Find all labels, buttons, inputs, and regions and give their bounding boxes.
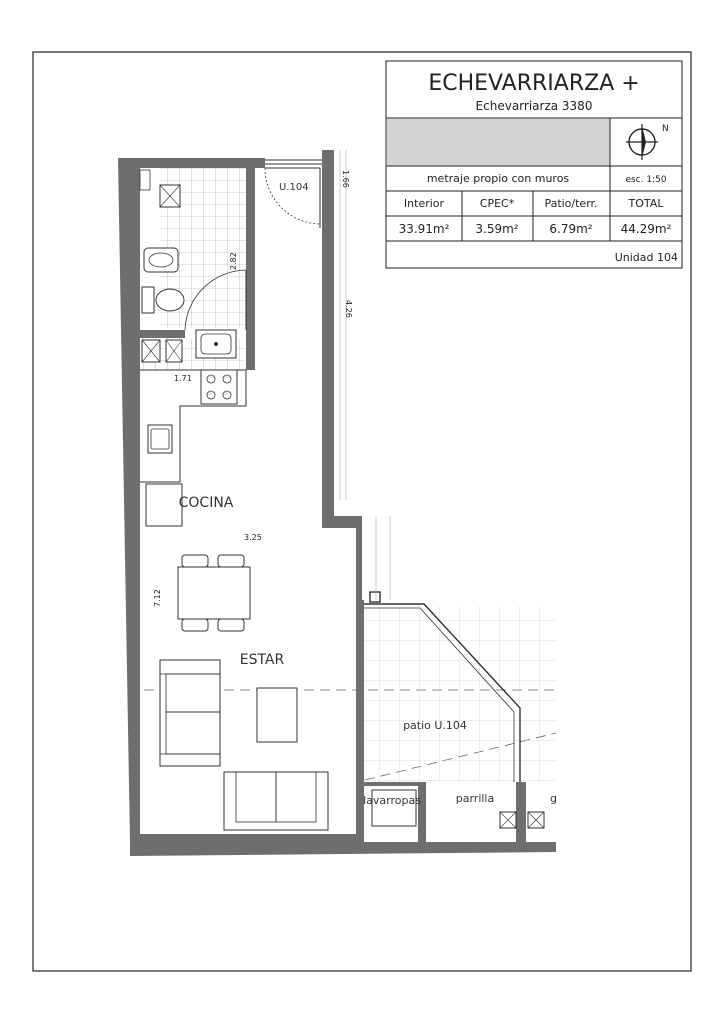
title-block [386, 61, 682, 268]
sink-icon [196, 330, 236, 358]
fridge-icon [146, 484, 182, 526]
dim-1: 1.66 [341, 170, 350, 188]
right-wall [322, 150, 362, 606]
room-label-cocina: COCINA [178, 495, 234, 511]
patio-floor [364, 606, 556, 782]
dining-table [178, 567, 250, 619]
room-label-lavarropas: lavarropas [363, 794, 421, 807]
cooktop-icon [201, 370, 237, 404]
value-cpec: 3.59m² [475, 222, 519, 236]
room-label-patio: patio U.104 [403, 719, 467, 732]
room-label-estar: ESTAR [239, 652, 285, 668]
cut-letter: g [550, 792, 557, 805]
header-interior: Interior [403, 197, 445, 210]
bidet-icon [144, 248, 178, 272]
header-total: TOTAL [628, 197, 664, 210]
bath-right-wall [246, 158, 255, 370]
coffee-table [257, 688, 297, 742]
value-interior: 33.91m² [398, 222, 450, 236]
header-patio: Patio/terr. [544, 197, 598, 210]
project-title: ECHEVARRIARZA + [428, 71, 640, 96]
sofa-left-icon [160, 660, 220, 766]
dim-4: 1.71 [174, 374, 192, 383]
sofa-bottom-icon [224, 772, 328, 830]
dim-3: 4.26 [344, 300, 353, 318]
top-wall [130, 158, 265, 168]
value-total: 44.29m² [620, 222, 672, 236]
room-label-parrilla: parrilla [455, 792, 495, 805]
door-tag: U.104 [279, 182, 309, 193]
scale-label: esc. 1:50 [625, 175, 667, 185]
header-cpec: CPEC* [479, 197, 515, 210]
dim-6: 7.12 [153, 589, 162, 607]
unit-label: Unidad 104 [614, 251, 678, 264]
shower-icon [160, 185, 180, 207]
bottom-wall [130, 834, 556, 856]
dim-5: 3.25 [244, 533, 262, 542]
dim-2: 2.82 [229, 252, 238, 270]
toilet-icon [142, 287, 184, 313]
grey-info-box [386, 118, 610, 166]
area-note: metraje propio con muros [426, 172, 570, 185]
svg-text:N: N [662, 124, 669, 134]
value-patio: 6.79m² [549, 222, 593, 236]
project-address: Echevarriarza 3380 [475, 99, 593, 113]
left-wall [118, 158, 140, 842]
kitchen-sink-icon [148, 425, 172, 453]
